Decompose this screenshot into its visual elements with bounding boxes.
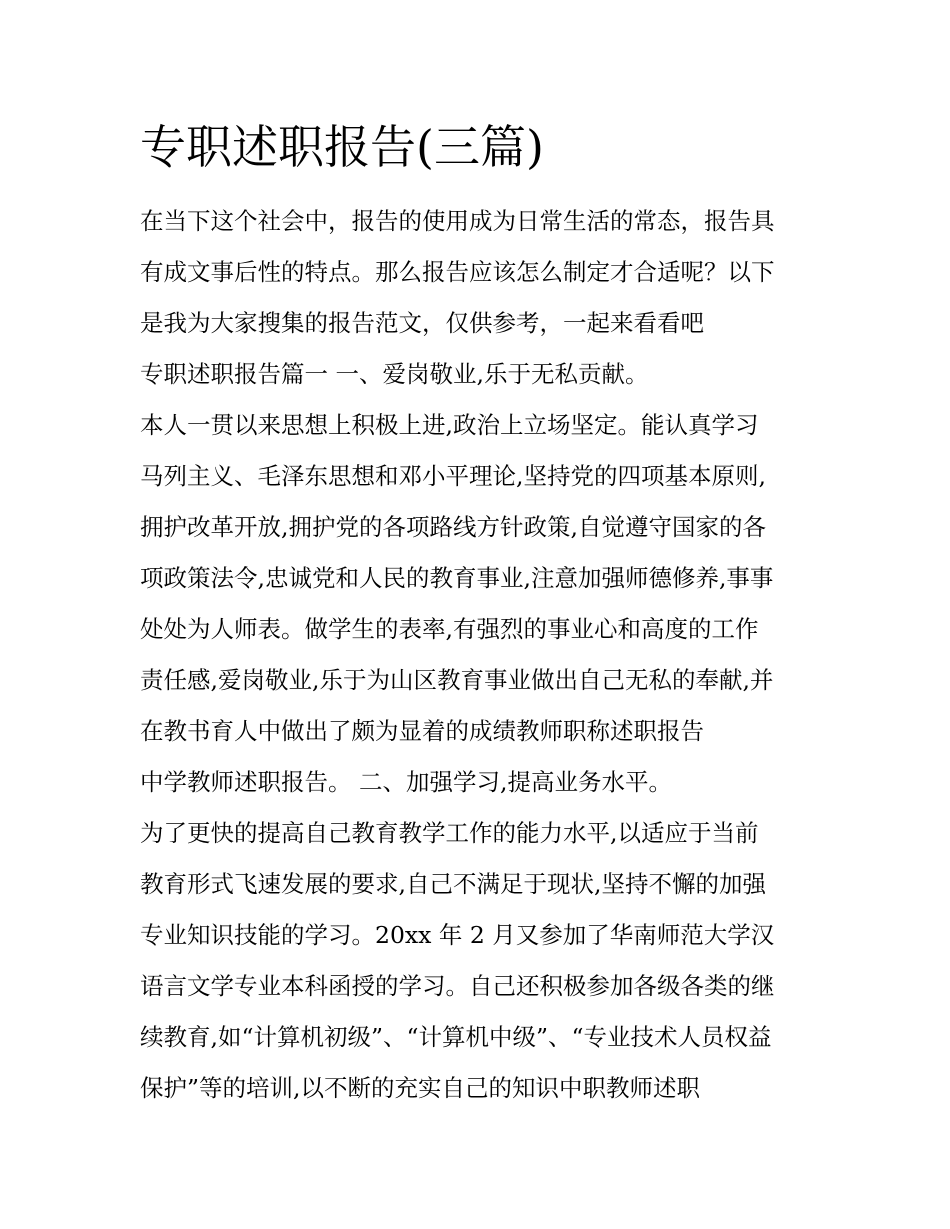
document-title: 专职述职报告(三篇)	[140, 120, 544, 174]
paragraph-line: 是我为大家搜集的报告范文，仅供参考，一起来看看吧	[140, 309, 704, 337]
paragraph-line: 续教育,如“计算机初级”、“计算机中级”、“专业技术人员权益	[140, 1023, 772, 1051]
paragraph-line: 在当下这个社会中，报告的使用成为日常生活的常态，报告具	[140, 207, 775, 235]
paragraph-line: 为了更快的提高自己教育教学工作的能力水平,以适应于当前	[140, 819, 759, 847]
paragraph-line: 教育形式飞速发展的要求,自己不满足于现状,坚持不懈的加强	[140, 870, 766, 898]
paragraph-line: 中学教师述职报告。 二、加强学习,提高业务水平。	[140, 768, 672, 796]
paragraph-line: 本人一贯以来思想上积极上进,政治上立场坚定。能认真学习	[140, 411, 759, 439]
paragraph-line: 保护”等的培训,以不断的充实自己的知识中职教师述职	[140, 1074, 700, 1102]
paragraph-line: 项政策法令,忠诚党和人民的教育事业,注意加强师德修养,事事	[140, 564, 774, 592]
paragraph-line: 有成文事后性的特点。那么报告应该怎么制定才合适呢？以下	[140, 258, 775, 286]
paragraph-line: 拥护改革开放,拥护党的各项路线方针政策,自觉遵守国家的各	[140, 513, 766, 541]
paragraph-line: 责任感,爱岗敬业,乐于为山区教育事业做出自己无私的奉献,并	[140, 666, 774, 694]
paragraph-line: 语言文学专业本科函授的学习。自己还积极参加各级各类的继	[140, 972, 775, 1000]
paragraph-line: 在教书育人中做出了颇为显着的成绩教师职称述职报告	[140, 717, 704, 745]
paragraph-line: 专职述职报告篇一 一、爱岗敬业,乐于无私贡献。	[140, 360, 649, 388]
paragraph-line: 马列主义、毛泽东思想和邓小平理论,坚持党的四项基本原则,	[140, 462, 766, 490]
paragraph-line: 专业知识技能的学习。20xx 年 2 月又参加了华南师范大学汉	[140, 921, 775, 949]
paragraph-line: 处处为人师表。做学生的表率,有强烈的事业心和高度的工作	[140, 615, 759, 643]
